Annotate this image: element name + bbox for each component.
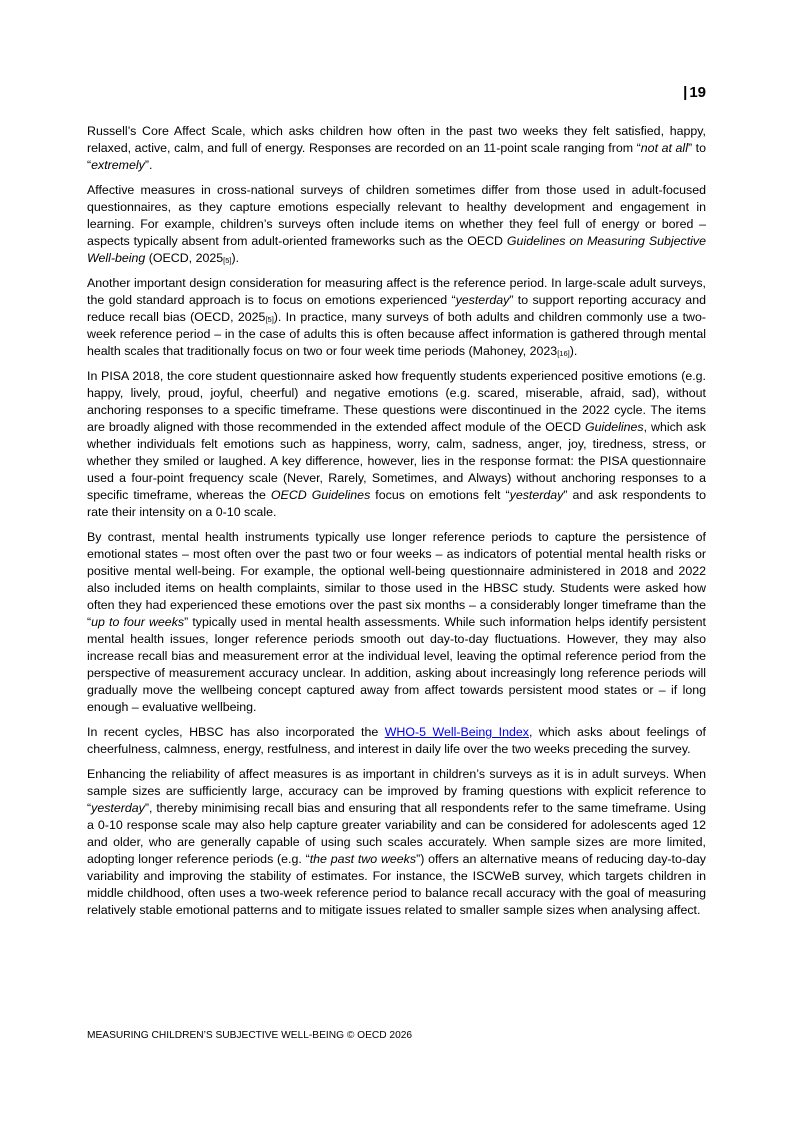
text-run: By contrast, mental health instruments typically use longer reference periods to capture the persistence of emotional states – most often over the past two or four weeks – as indicators of potential mental health risks or positive mental well-being. For example, the optional well-being questionnaire administered in 2018 and 2022 also included items on health complaints, similar to those used in the HBSC study. Students were asked how often they had experienced these emotions over the past six months – a considerably longer timeframe than the “ <box>87 530 706 629</box>
text-run: ” to “ <box>87 141 707 172</box>
italic-text: yesterday <box>455 293 510 307</box>
text-run: , which ask whether individuals felt emotions such as happiness, worry, calm, sadness, anger, joy, tiredness, stress, or whether they smiled or laughed. A key difference, however, lies in the response format: the PISA questionnaire used a four-point frequency scale (Never, Rarely, Sometimes, and Always) without anchoring responses to a specific timeframe, whereas the <box>87 420 706 502</box>
text-run: ). <box>569 344 578 358</box>
italic-text: extremely <box>91 158 145 172</box>
text-run: In PISA 2018, the core student questionnaire asked how frequently students experienced positive emotions (e.g. happy, lively, proud, joyful, cheerful) and negative emotions (e.g. scared, miserable, afraid, sad), without anchoring responses to a specific timeframe. These questions were discontinued in the 2022 cycle. The items are broadly aligned with those recommended in the extended affect module of the OECD <box>87 369 706 434</box>
reference-marker[interactable]: [5] <box>265 315 274 324</box>
paragraph-mental-health-instruments <box>87 529 706 716</box>
italic-text: yesterday <box>509 488 564 502</box>
reference-marker[interactable]: [16] <box>557 349 570 358</box>
text-run: Another important design consideration for measuring affect is the reference period. In large-scale adult surveys, the gold standard approach is to focus on emotions experienced “ <box>87 276 706 307</box>
text-run: In recent cycles, HBSC has also incorporated the <box>87 725 385 739</box>
paragraph-affective-measures <box>87 182 706 267</box>
text-run: (OECD, 2025 <box>145 251 224 265</box>
paragraph-enhancing-reliability <box>87 766 706 919</box>
page-number <box>683 84 706 101</box>
text-run: ” to support reporting accuracy and reduce recall bias (OECD, 2025 <box>87 293 706 324</box>
italic-text: up to four weeks <box>91 615 185 629</box>
text-run: ” and ask respondents to rate their intensity on a 0-10 scale. <box>87 488 707 519</box>
page-number-value: 19 <box>689 84 706 101</box>
italic-text: Guidelines on Measuring Subjective Well-being <box>87 234 706 265</box>
text-run: Enhancing the reliability of affect measures is as important in children’s surveys as it is in adult surveys. When sample sizes are sufficiently large, accuracy can be improved by framing questions with explicit reference to “ <box>87 767 706 815</box>
text-run: Russell’s Core Affect Scale, which asks children how often in the past two weeks they felt satisfied, happy, relaxed, active, calm, and full of energy. Responses are recorded on an 11-point scale ranging from “ <box>87 124 706 155</box>
text-run: ”, thereby minimising recall bias and ensuring that all respondents refer to the same timeframe. Using a 0-10 response scale may also help capture greater variability and can be considered for adolescents aged 12 and older, who are generally capable of using such scales accurately. When sample sizes are more limited, adopting longer reference periods (e.g. “ <box>87 801 706 866</box>
paragraph-pisa-2018 <box>87 368 706 521</box>
italic-text: Guidelines <box>585 420 644 434</box>
italic-text: not at all <box>640 141 688 155</box>
body-text <box>87 123 706 927</box>
text-run: focus on emotions felt “ <box>370 488 510 502</box>
text-run: ”. <box>144 158 153 172</box>
text-run: ). <box>231 251 240 265</box>
text-run: ” typically used in mental health assessments. While such information helps identify persistent mental health issues, longer reference periods smooth out day-to-day fluctuations. However, they may also increase recall bias and measurement error at the individual level, leaving the optimal reference period from the perspective of measurement accuracy unclear. In addition, asking about increasingly long reference periods will gradually move the wellbeing concept captured away from affect towards persistent mood states or – if long enough – evaluative wellbeing. <box>87 615 706 714</box>
paragraph-hbsc-who5 <box>87 724 706 758</box>
text-run: ). In practice, many surveys of both adults and children commonly use a two-week reference period – in the case of adults this is often because affect information is gathered through mental health scales that traditionally focus on two or four week time periods (Mahoney, 2023 <box>87 310 706 358</box>
page-footer: MEASURING CHILDREN’S SUBJECTIVE WELL-BEING © OECD 2026 <box>87 1030 413 1041</box>
text-run: Affective measures in cross-national surveys of children sometimes differ from those used in adult-focused questionnaires, as they capture emotions especially relevant to healthy development and engagement in learning. For example, children’s surveys often include items on whether they feel full of energy or bored – aspects typically absent from adult-oriented frameworks such as the OECD <box>87 183 706 248</box>
page-separator: | <box>683 84 688 101</box>
who5-index-link[interactable]: WHO-5 Well-Being Index <box>384 725 529 739</box>
text-run: , which asks about feelings of cheerfulness, calmness, energy, restfulness, and interest in daily life over the two weeks preceding the survey. <box>87 725 706 756</box>
paragraph-reference-period <box>87 275 706 360</box>
italic-text: OECD Guidelines <box>270 488 371 502</box>
reference-marker[interactable]: [5] <box>223 256 232 265</box>
italic-text: the past two weeks <box>309 852 417 866</box>
italic-text: yesterday <box>91 801 145 815</box>
text-run: ”) offers an alternative means of reducing day-to-day variability and improving the stability of estimates. For instance, the ISCWeB survey, which targets children in middle childhood, often uses a two-week reference period to balance recall accuracy with the goal of measuring relatively stable emotional patterns and to mitigate issues related to smaller sample sizes when analysing affect. <box>87 852 706 917</box>
paragraph-core-affect-scale <box>87 123 706 174</box>
